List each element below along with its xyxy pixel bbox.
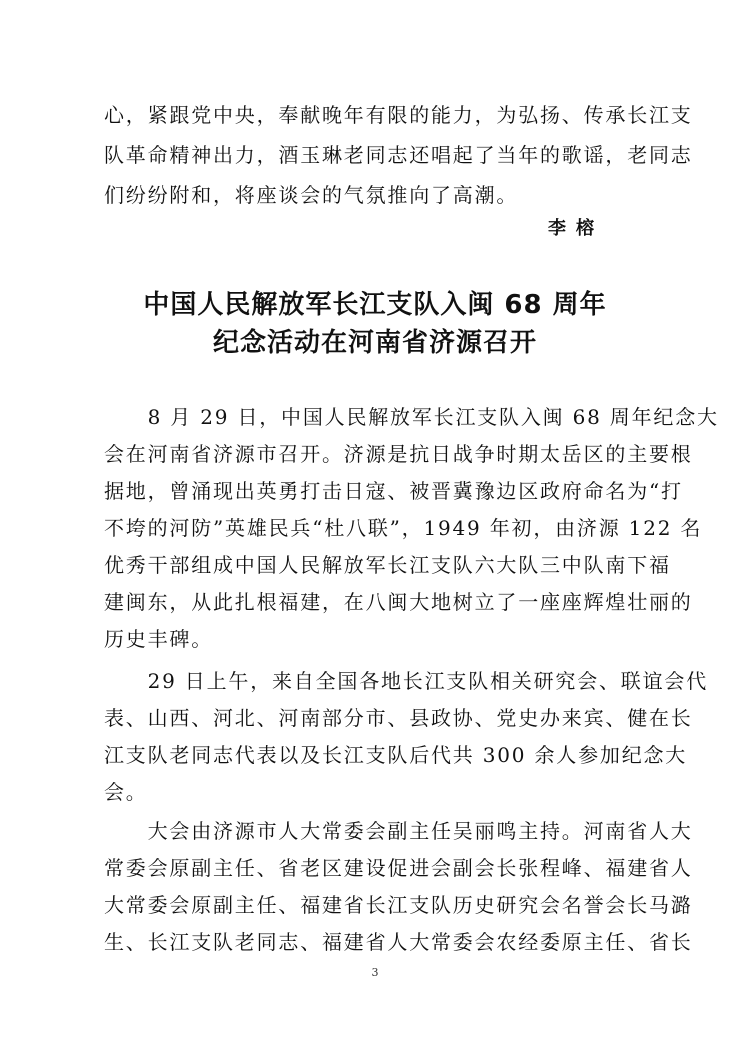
paragraph-line: 优秀干部组成中国人民解放军长江支队六大队三中队南下福 (104, 553, 671, 577)
article-title-line-1: 中国人民解放军长江支队入闽 68 周年 (143, 290, 607, 320)
article-title-line-2: 纪念活动在河南省济源召开 (212, 328, 537, 358)
paragraph-line: 建闽东，从此扎根福建，在八闽大地树立了一座座辉煌壮丽的 (104, 590, 693, 614)
paragraph-line: 大常委会原副主任、福建省长江支队历史研究会名誉会长马潞 (104, 893, 693, 917)
page-number: 3 (371, 966, 379, 979)
paragraph-line: 会在河南省济源市召开。济源是抗日战争时期太岳区的主要根 (104, 442, 693, 466)
paragraph-line: 会。 (104, 780, 148, 804)
paragraph-line: 队革命精神出力，酒玉琳老同志还唱起了当年的歌谣，老同志 (104, 143, 693, 167)
paragraph-line: 们纷纷附和，将座谈会的气氛推向了高潮。 (104, 183, 519, 207)
paragraph-line: 表、山西、河北、河南部分市、县政协、党史办来宾、健在长 (104, 706, 693, 730)
paragraph-line: 江支队老同志代表以及长江支队后代共 300 余人参加纪念大 (104, 743, 688, 767)
paragraph-line: 历史丰碑。 (104, 627, 213, 651)
paragraph-line: 8 月 29 日，中国人民解放军长江支队入闽 68 周年纪念大 (104, 405, 719, 429)
paragraph-line: 常委会原副主任、省老区建设促进会副会长张程峰、福建省人 (104, 856, 693, 880)
author-name: 李榕 (548, 218, 604, 239)
paragraph-line: 生、长江支队老同志、福建省人大常委会农经委原主任、省长 (104, 930, 693, 954)
paragraph-line: 29 日上午，来自全国各地长江支队相关研究会、联谊会代 (104, 669, 709, 693)
paragraph-line: 大会由济源市人大常委会副主任吴丽鸣主持。河南省人大 (104, 819, 693, 843)
paragraph-line: 不垮的河防”英雄民兵“杜八联”，1949 年初，由济源 122 名 (104, 516, 703, 540)
paragraph-line: 据地，曾涌现出英勇打击日寇、被晋冀豫边区政府命名为“打 (104, 479, 683, 503)
paragraph-line: 心，紧跟党中央，奉献晚年有限的能力，为弘扬、传承长江支 (104, 103, 693, 127)
